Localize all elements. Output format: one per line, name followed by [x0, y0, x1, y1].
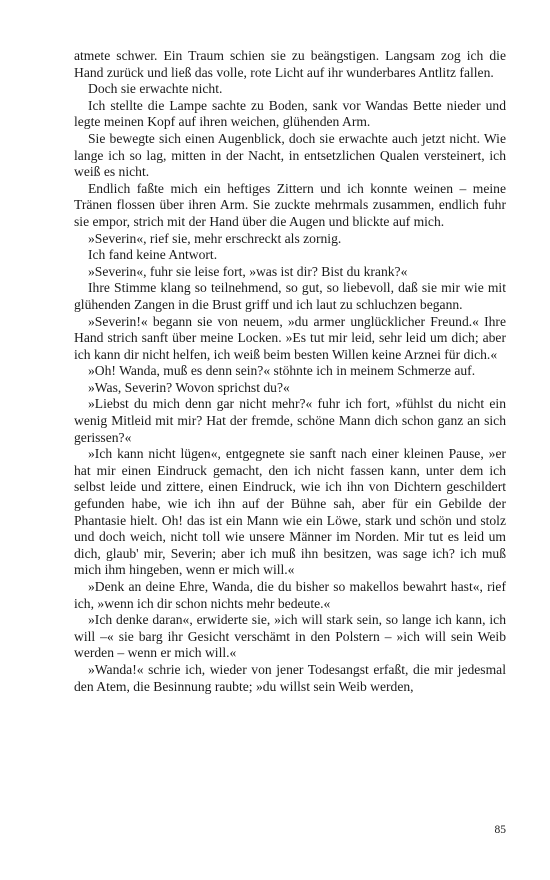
paragraph: »Severin«, rief sie, mehr erschreckt als zornig. — [88, 230, 342, 246]
paragraph: Ich stellte die Lampe sachte zu Boden, sank vor Wandas Bette nieder und legte meinen Kopf auf ihren weichen, glühenden Arm. — [74, 97, 506, 130]
paragraph: Sie bewegte sich einen Augenblick, doch sie erwachte auch jetzt nicht. Wie lange ich so lag, mitten in der Nacht, in entsetzlichen Qualen versteinert, ich weiß es nicht. — [74, 130, 506, 180]
paragraph: »Ich kann nicht lügen«, entgegnete sie sanft nach einer kleinen Pause, »er hat mir einen Eindruck gemacht, den ich nicht fassen kann, unter dem ich selbst leide und zittere, einen Eindruck, wie ich ihn von Dichtern geschildert gefunden habe, wie ich ihn auf der Bühne sah, aber für ein Gebilde der Phantasie hielt. Oh! das ist ein Mann wie ein Löwe, stark und schön und stolz und doch weich, nicht toll wie unsere Männer im Norden. Mir tut es leid um dich, glaub' mir, Severin; aber ich muß ihn besitzen, was sage ich? ich muß mich ihm hingeben, wenn er mich will.« — [74, 446, 506, 578]
paragraph: »Denk an deine Ehre, Wanda, die du bisher so makellos bewahrt hast«, rief ich, »wenn ich dir schon nichts mehr bedeute.« — [74, 579, 506, 611]
paragraph: Ich fand keine Antwort. — [88, 247, 218, 263]
paragraph: Doch sie erwachte nicht. — [88, 81, 223, 97]
paragraph: Ihre Stimme klang so teilnehmend, so gut, so liebevoll, daß sie mir wie mit glühenden Zangen in die Brust griff und ich laut zu schluchzen begann. — [74, 280, 506, 312]
paragraph: atmete schwer. Ein Traum schien sie zu beängstigen. Langsam zog ich die Hand zurück und ließ das volle, rote Licht auf ihr wunderbares Antlitz fallen. — [74, 48, 506, 80]
page-number: 85 — [494, 824, 506, 836]
paragraph: »Severin!« begann sie von neuem, »du armer unglücklicher Freund.« Ihre Hand strich sanft über meine Locken. »Es tut mir leid, sehr leid um dich; aber ich kann dir nicht helfen, ich weiß beim besten Willen keine Arznei für dich.« — [74, 313, 506, 362]
paragraph: »Severin«, fuhr sie leise fort, »was ist dir? Bist du krank?« — [88, 263, 408, 279]
paragraph: »Ich denke daran«, erwiderte sie, »ich will stark sein, so lange ich kann, ich will –« sie barg ihr Gesicht verschämt in den Polstern – »ich will sein Weib werden – wenn er mich will.« — [74, 612, 506, 661]
paragraph: »Liebst du mich denn gar nicht mehr?« fuhr ich fort, »fühlst du nicht ein wenig Mitleid mit mir? Hat der fremde, schöne Mann dich schon ganz an sich gerissen?« — [74, 396, 506, 445]
paragraph: Endlich faßte mich ein heftiges Zittern und ich konnte weinen – meine Tränen flossen über ihren Arm. Sie zuckte mehrmals zusammen, endlich fuhr sie empor, strich mit der Hand über die Augen und blickte auf mich. — [74, 180, 506, 229]
paragraph: »Was, Severin? Wovon sprichst du?« — [88, 379, 290, 395]
paragraph: »Oh! Wanda, muß es denn sein?« stöhnte ich in meinem Schmerze auf. — [88, 363, 476, 379]
paragraph: »Wanda!« schrie ich, wieder von jener Todesangst erfaßt, die mir jedesmal den Atem, die Besinnung raubte; »du willst sein Weib werden, — [74, 661, 506, 694]
body-text — [74, 48, 506, 695]
